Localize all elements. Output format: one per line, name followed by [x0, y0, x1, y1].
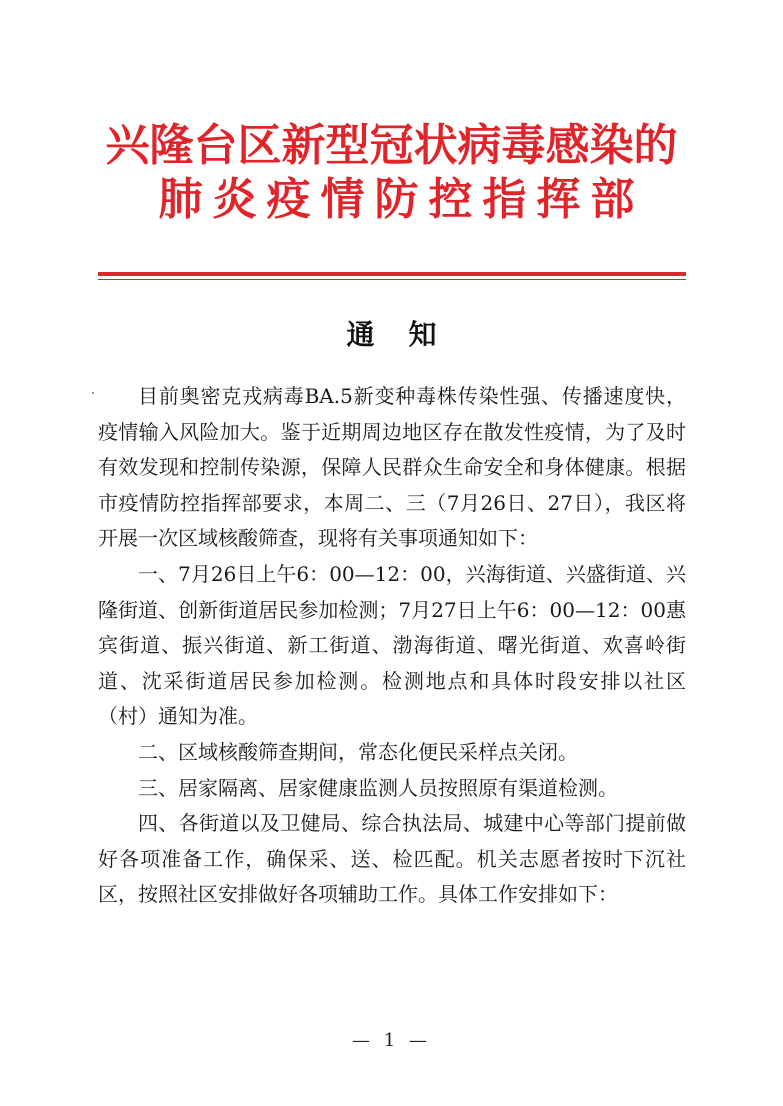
red-divider-thick [98, 272, 686, 276]
notice-body [98, 379, 686, 913]
paragraph-item-2: 二、区域核酸筛查期间，常态化便民采样点关闭。 [138, 739, 578, 764]
issuer-title-line1: 兴隆台区新型冠状病毒感染的 [105, 120, 678, 171]
page-number: — 1 — [352, 1030, 431, 1051]
paragraph-item-4: 四、各街道以及卫健局、综合执法局、城建中心等部门提前做好各项准备工作，确保采、送、检匹配。机关志愿者按时下沉社区，按照社区安排做好各项辅助工作。具体工作安排如下： [98, 811, 686, 907]
scan-speck [92, 392, 94, 394]
paragraph-intro: 目前奥密克戎病毒BA.5新变种毒株传染性强、传播速度快，疫情输入风险加大。鉴于近期周边地区存在散发性疫情，为了及时有效发现和控制传染源，保障人民群众生命安全和身体健康。根据市疫情防控指挥部要求，本周二、三（7月26日、27日），我区将开展一次区域核酸筛查，现将有关事项通知如下： [98, 384, 686, 551]
issuer-title-line2: 肺炎疫情防控指挥部 [158, 174, 645, 225]
red-divider-thin [98, 279, 686, 280]
notice-title: 通知 [346, 318, 471, 351]
paragraph-item-3: 三、居家隔离、居家健康监测人员按照原有渠道检测。 [138, 775, 618, 800]
paragraph-item-1: 一、7月26日上午6：00—12：00，兴海街道、兴盛街道、兴隆街道、创新街道居民参加检测；7月27日上午6：00—12：00惠宾街道、振兴街道、新工街道、渤海街道、曙光街道、欢喜岭街道、沈采街道居民参加检测。检测地点和具体时段安排以社区（村）通知为准。 [98, 561, 686, 729]
